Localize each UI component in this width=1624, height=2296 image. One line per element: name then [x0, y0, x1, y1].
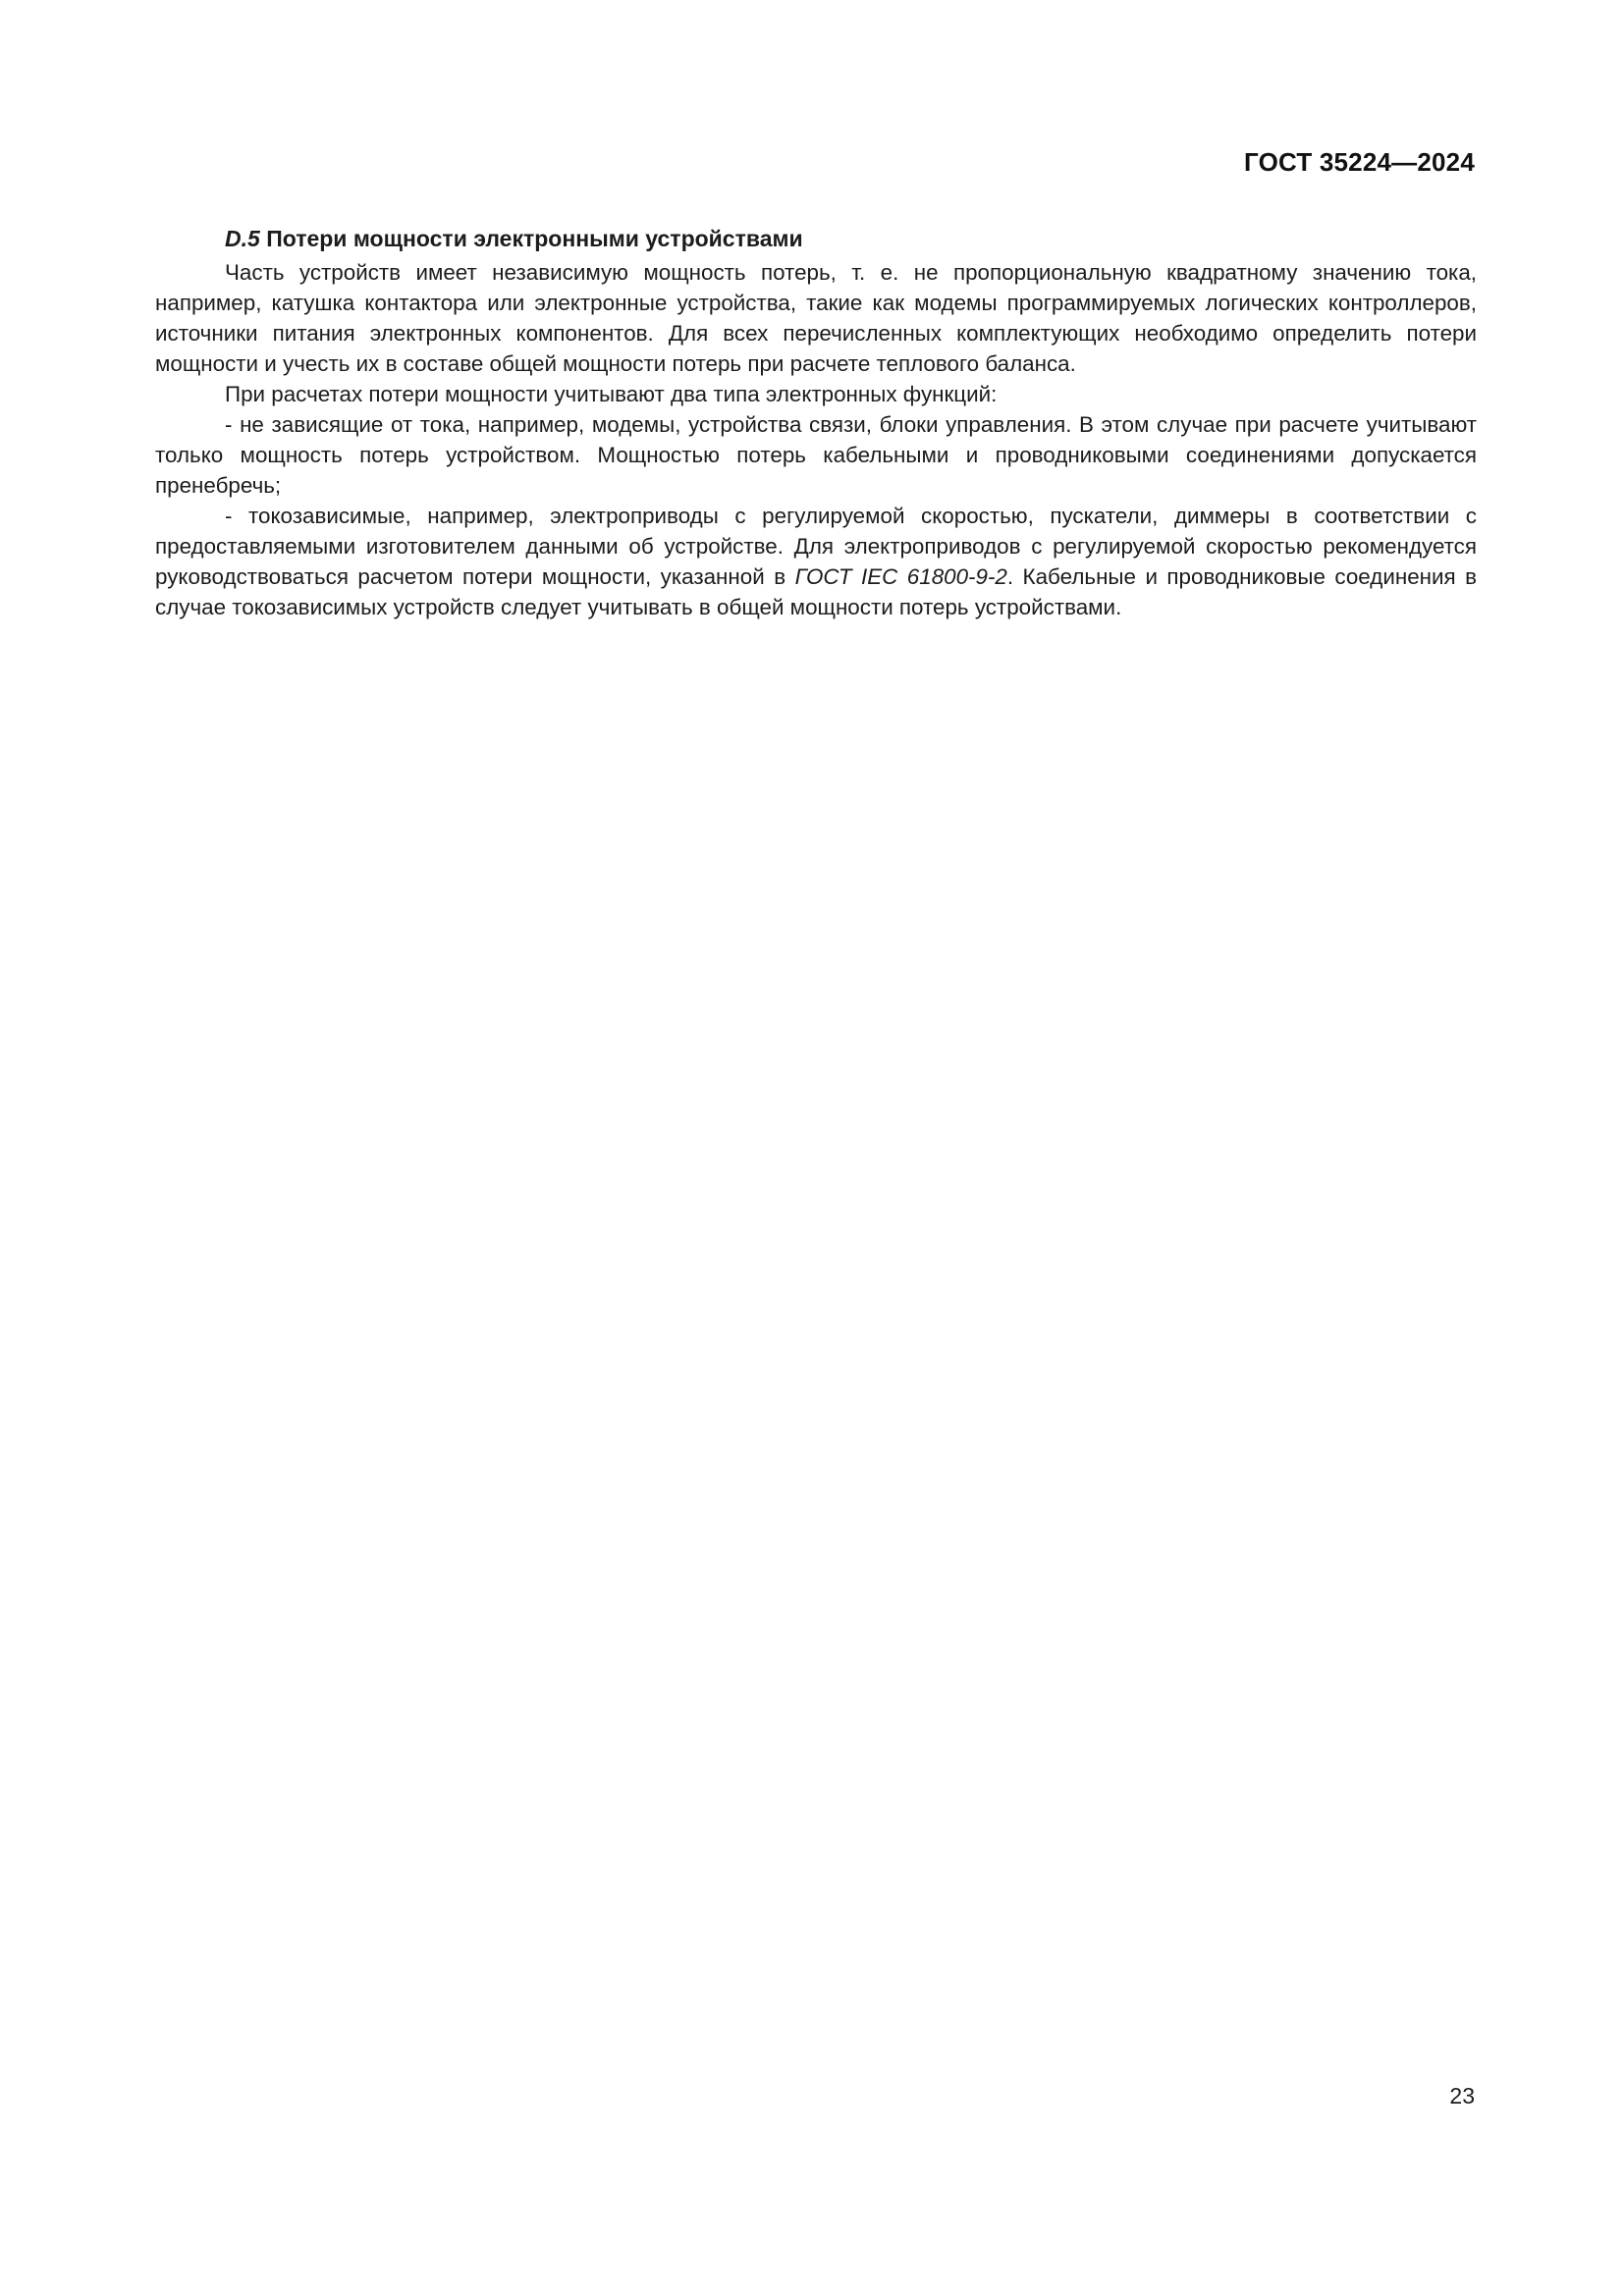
section-title-text: Потери мощности электронными устройствами	[266, 226, 803, 251]
section-heading	[155, 224, 1477, 254]
paragraph-text-part: . Кабельные и проводниковые соединения в случае токозависимых устройств следует учитывать в общей мощности потерь устройствами.	[155, 564, 1477, 619]
list-item-current-dependent	[155, 501, 1477, 622]
section-number: D.5	[225, 226, 260, 251]
list-item-current-independent: - не зависящие от тока, например, модемы, устройства связи, блоки управления. В этом случае при расчете учитывают только мощность потерь устройством. Мощностью потерь кабельными и проводниковыми соединениями допускается пренебречь;	[155, 412, 1477, 498]
page-number: 23	[1449, 2083, 1475, 2109]
document-body	[155, 224, 1477, 622]
paragraph-text-part: - токозависимые, например, электроприводы с регулируемой скоростью, пускатели, диммеры в соответствии с предоставляемыми изготовителем данными об устройстве. Для электроприводов с регулируемой скоростью рекомендуется руководствоваться расчетом потери мощности, указанной в	[155, 504, 1477, 589]
paragraph-intro: Часть устройств имеет независимую мощность потерь, т. е. не пропорциональную квадратному значению тока, например, катушка контактора или электронные устройства, такие как модемы программируемых логических контроллеров, источники питания электронных компонентов. Для всех перечисленных комплектующих необходимо определить потери мощности и учесть их в составе общей мощности потерь при расчете теплового баланса.	[155, 260, 1477, 376]
standard-reference-link: ГОСТ IEC 61800-9-2	[794, 564, 1007, 589]
paragraph-types-intro: При расчетах потери мощности учитывают два типа электронных функций:	[225, 382, 998, 406]
document-id-header: ГОСТ 35224—2024	[1244, 147, 1475, 177]
